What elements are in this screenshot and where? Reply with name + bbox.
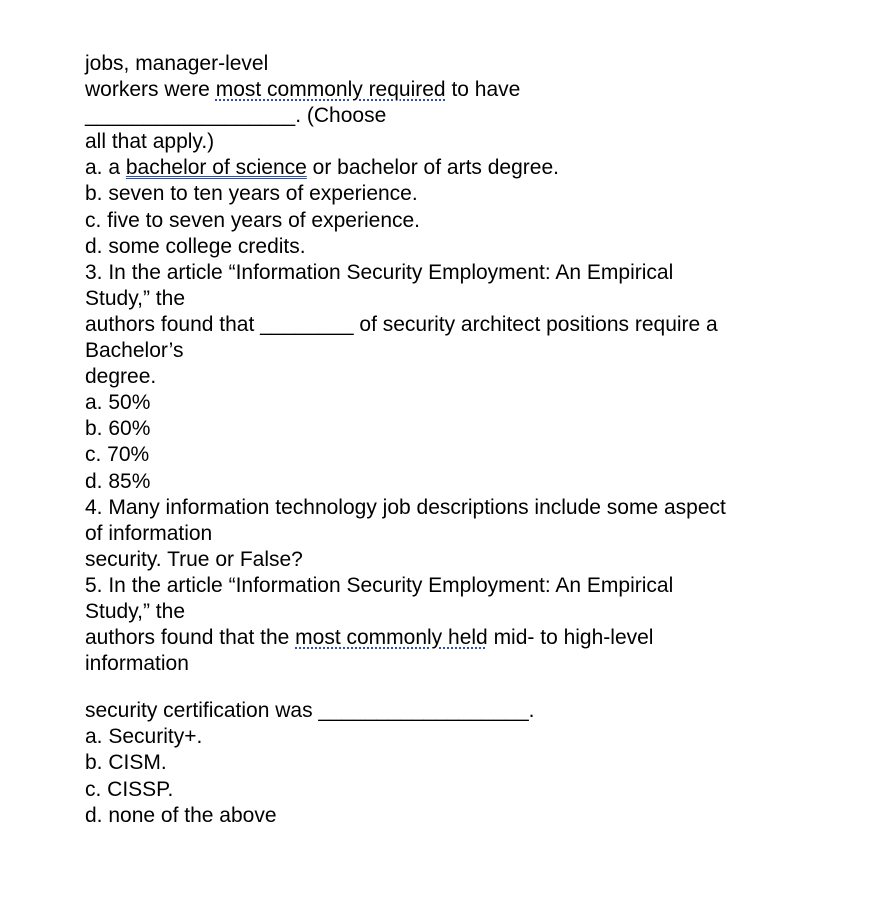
text-line: all that apply.) — [85, 130, 215, 154]
text-line: Study,” the — [85, 599, 185, 623]
text-line: jobs, manager-level — [85, 52, 269, 75]
grammar-flagged-phrase[interactable]: most commonly held — [295, 626, 488, 650]
paragraph-gap — [85, 677, 785, 698]
text-line: authors found that ________ of security architect positions require a — [85, 312, 718, 336]
text-line: Study,” the — [85, 286, 185, 310]
text-span: mid- to high-level — [487, 626, 654, 650]
text-line: d. 85% — [85, 469, 151, 493]
text-span: to have — [445, 78, 521, 102]
text-span: workers were — [85, 78, 216, 102]
grammar-flagged-phrase[interactable]: most commonly required — [215, 78, 446, 102]
text-line: __________________. (Choose — [85, 104, 387, 128]
text-line: Bachelor’s — [85, 339, 184, 363]
text-line — [85, 625, 785, 651]
text-span: authors found that the — [85, 626, 296, 650]
text-line: d. none of the above — [85, 803, 277, 827]
text-line: a. 50% — [85, 391, 151, 415]
grammar-flagged-phrase[interactable]: bachelor of science — [125, 156, 307, 180]
text-line: 4. Many information technology job descriptions include some aspect — [85, 495, 726, 519]
text-line — [85, 155, 785, 181]
text-line: d. some college credits. — [85, 234, 306, 258]
document-body — [85, 51, 785, 829]
text-line: security. True or False? — [85, 547, 303, 571]
text-line: b. seven to ten years of experience. — [85, 182, 418, 206]
text-line: b. CISM. — [85, 751, 167, 775]
text-span: or bachelor of arts degree. — [306, 156, 559, 180]
text-line: information — [85, 652, 189, 676]
text-line: of information — [85, 521, 213, 545]
text-line: b. 60% — [85, 417, 151, 441]
text-line: degree. — [85, 365, 157, 389]
text-line: c. five to seven years of experience. — [85, 208, 421, 232]
text-line: c. 70% — [85, 443, 150, 467]
text-line: 3. In the article “Information Security Employment: An Empirical — [85, 260, 674, 284]
text-line: c. CISSP. — [85, 777, 174, 801]
text-span: a. a — [85, 156, 126, 180]
text-line: security certification was __________________. — [85, 699, 535, 723]
text-line: a. Security+. — [85, 725, 203, 749]
text-line — [85, 77, 785, 103]
text-line: 5. In the article “Information Security Employment: An Empirical — [85, 573, 674, 597]
